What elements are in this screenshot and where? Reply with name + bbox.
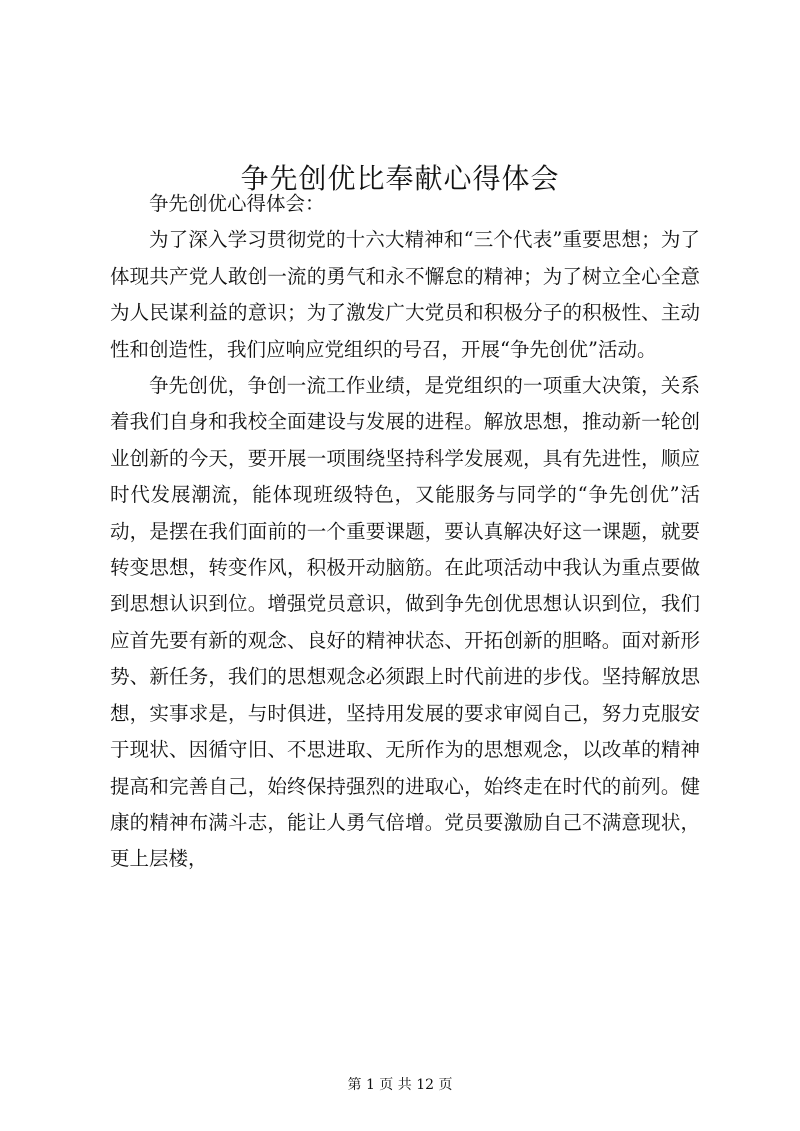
document-body <box>110 186 700 878</box>
page-footer: 第 1 页 共 12 页 <box>347 1077 453 1093</box>
paragraph-intro: 争先创优心得体会： <box>149 192 325 215</box>
document-title: 争先创优比奉献心得体会 <box>240 161 560 195</box>
paragraph-1: 为了深入学习贯彻党的十六大精神和“三个代表”重要思想；为了体现共产党人敢创一流的勇气和永不懈怠的精神；为了树立全心全意为人民谋利益的意识；为了激发广大党员和积极分子的积极性、主动性和创造性，我们应响应党组织的号召，开展“争先创优”活动。 <box>110 228 700 361</box>
paragraph-2: 争先创优，争创一流工作业绩，是党组织的一项重大决策，关系着我们自身和我校全面建设与发展的进程。解放思想，推动新一轮创业创新的今天，要开展一项围绕坚持科学发展观，具有先进性，顺应时代发展潮流，能体现班级特色，又能服务与同学的“争先创优”活动，是摆在我们面前的一个重要课题，要认真解决好这一课题，就要转变思想，转变作风，积极开动脑筋。在此项活动中我认为重点要做到思想认识到位。增强党员意识，做到争先创优思想认识到位，我们应首先要有新的观念、良好的精神状态、开拓创新的胆略。面对新形势、新任务，我们的思想观念必须跟上时代前进的步伐。坚持解放思想，实事求是，与时俱进，坚持用发展的要求审阅自己，努力克服安于现状、因循守旧、不思进取、无所作为的思想观念，以改革的精神提高和完善自己，始终保持强烈的进取心，始终走在时代的前列。健康的精神布满斗志，能让人勇气倍增。党员要激励自己不满意现状，更上层楼， <box>110 374 700 871</box>
